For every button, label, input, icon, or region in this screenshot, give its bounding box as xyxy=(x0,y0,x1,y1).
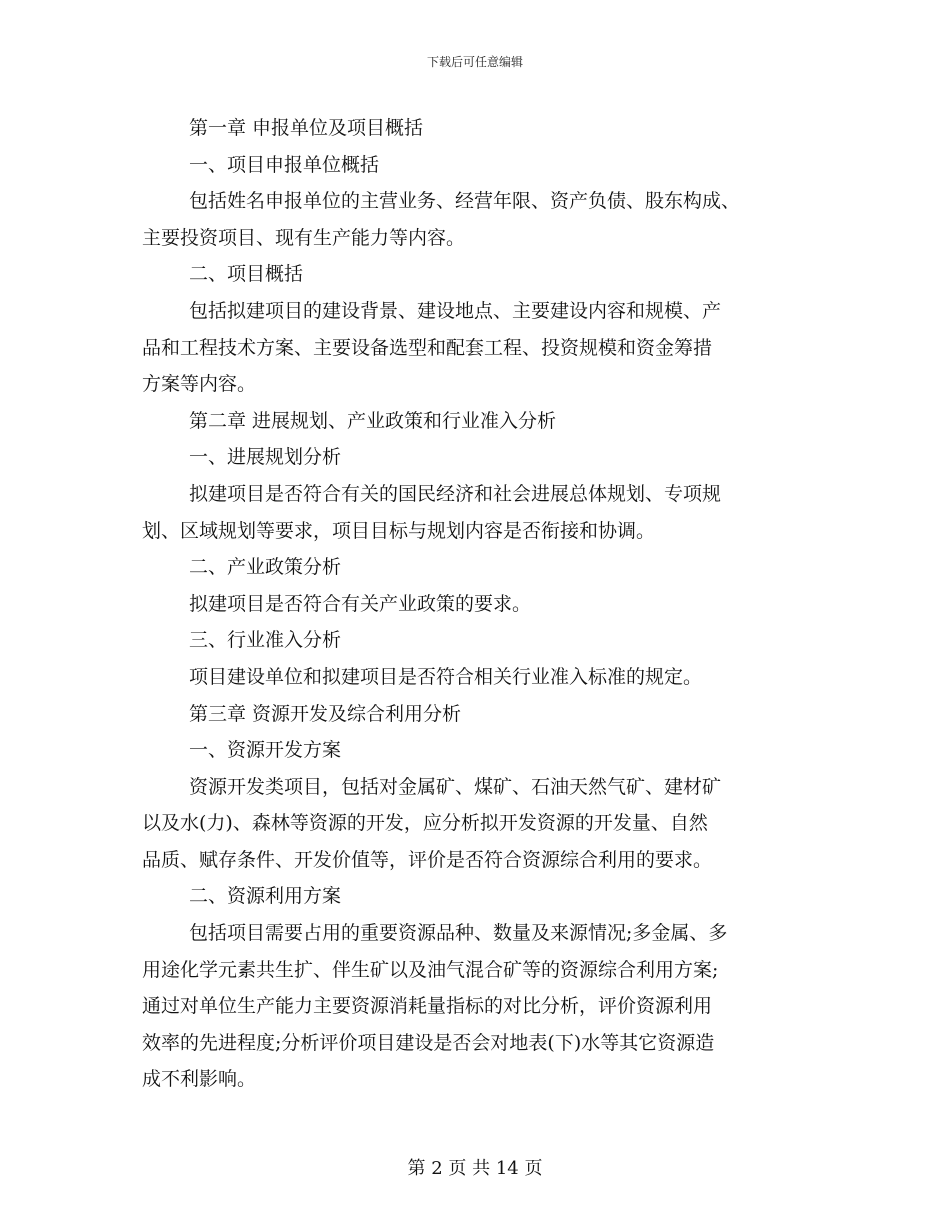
paragraph-line: 一、进展规划分析 xyxy=(189,446,342,469)
paragraph-line: 资源开发类项目，包括对金属矿、煤矿、石油天然气矿、建材矿 xyxy=(189,775,722,798)
paragraph-line: 三、行业准入分析 xyxy=(189,629,342,652)
paragraph-line: 项目建设单位和拟建项目是否符合相关行业准入标准的规定。 xyxy=(189,665,703,688)
page-number: 第 2 页 共 14 页 xyxy=(407,1158,543,1179)
paragraph-line: 方案等内容。 xyxy=(142,373,257,396)
paragraph-line: 一、资源开发方案 xyxy=(189,739,342,762)
paragraph-line: 效率的先进程度;分析评价项目建设是否会对地表(下)水等其它资源造 xyxy=(142,1031,715,1054)
paragraph-line: 二、项目概括 xyxy=(189,263,304,286)
paragraph-line: 成不利影响。 xyxy=(142,1068,257,1091)
paragraph-line: 一、项目申报单位概括 xyxy=(189,153,380,176)
paragraph-line: 主要投资项目、现有生产能力等内容。 xyxy=(142,226,466,249)
paragraph-line: 品质、赋存条件、开发价值等，评价是否符合资源综合利用的要求。 xyxy=(142,848,713,871)
paragraph-line: 第二章 进展规划、产业政策和行业准入分析 xyxy=(189,409,557,432)
document-body xyxy=(142,110,822,1098)
paragraph-line: 二、产业政策分析 xyxy=(189,556,342,579)
paragraph-line: 包括姓名申报单位的主营业务、经营年限、资产负债、股东构成、 xyxy=(189,190,741,213)
paragraph-line: 包括项目需要占用的重要资源品种、数量及来源情况;多金属、多 xyxy=(189,922,728,945)
paragraph-line: 第三章 资源开发及综合利用分析 xyxy=(189,702,462,725)
paragraph-line: 通过对单位生产能力主要资源消耗量指标的对比分析，评价资源利用 xyxy=(142,995,713,1018)
paragraph-line: 用途化学元素共生扩、伴生矿以及油气混合矿等的资源综合利用方案; xyxy=(142,958,719,981)
download-note: 下载后可任意编辑 xyxy=(426,55,523,69)
paragraph-line: 第一章 申报单位及项目概括 xyxy=(189,117,424,139)
paragraph-line: 拟建项目是否符合有关产业政策的要求。 xyxy=(189,592,532,615)
paragraph-line: 以及水(力)、森林等资源的开发，应分析拟开发资源的开发量、自然 xyxy=(142,812,708,835)
paragraph-line: 二、资源利用方案 xyxy=(189,885,342,908)
paragraph-line: 划、区域规划等要求，项目目标与规划内容是否衔接和协调。 xyxy=(142,519,656,542)
paragraph-line: 品和工程技术方案、主要设备选型和配套工程、投资规模和资金筹措 xyxy=(142,336,713,359)
paragraph-line: 包括拟建项目的建设背景、建设地点、主要建设内容和规模、产 xyxy=(189,299,722,322)
paragraph-line: 拟建项目是否符合有关的国民经济和社会进展总体规划、专项规 xyxy=(189,482,722,505)
